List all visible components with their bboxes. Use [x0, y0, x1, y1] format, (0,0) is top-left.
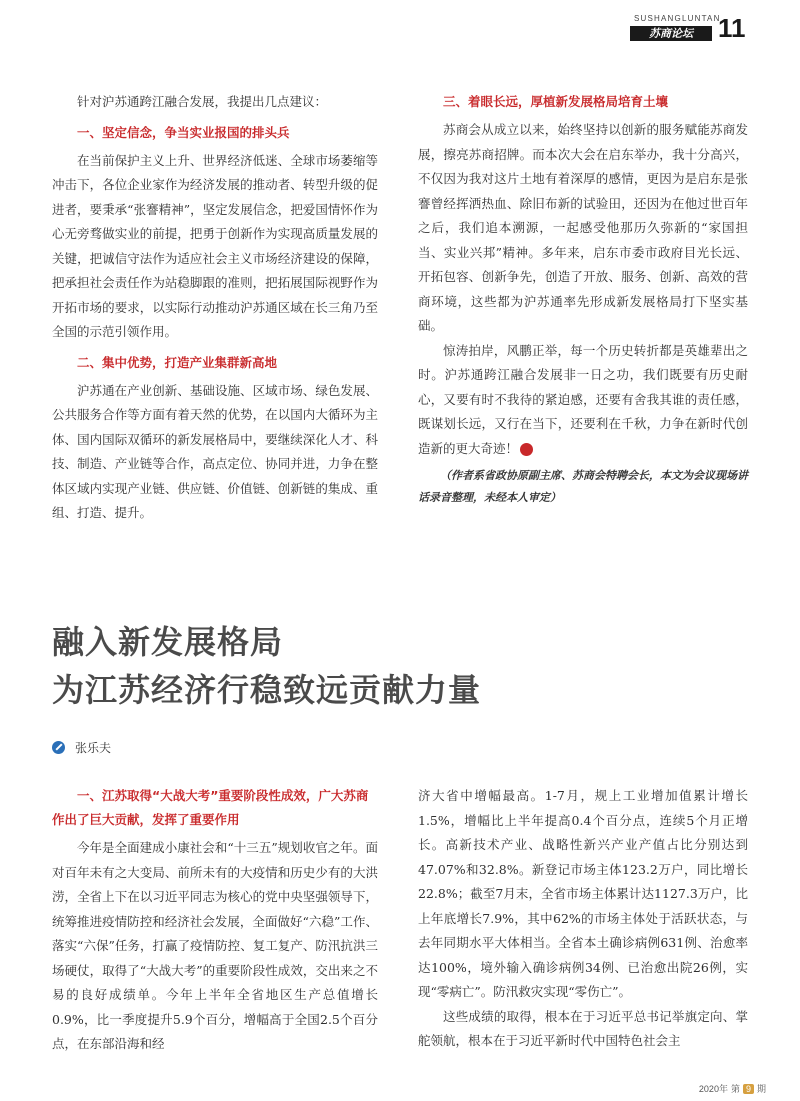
footer-di: 第	[730, 1084, 740, 1094]
page-number: 11	[718, 13, 746, 43]
body-paragraph: 济大省中增幅最高。1-7月，规上工业增加值累计增长1.5%，增幅比上半年提高0.4个百分点，连续5个月正增长。高新技术产业、战略性新兴产业产值占比分别达到47.07%和32.8%。新登记市场主体123.2万户，同比增长22.8%；截至7月末，全省市场主体累计达1127.3万户，比上年底增长7.9%，其中62%的市场主体处于活跃状态，与去年同期水平大体相当。全省本土确诊病例631例、治愈率达100%，境外输入确诊病例34例、已治愈出院26例，实现“零病亡”。防汛救灾实现“零伤亡”。	[418, 788, 748, 999]
bottom-left-column	[52, 784, 378, 1057]
page-header	[630, 14, 762, 44]
section-heading-2: 二、集中优势，打造产业集群新高地	[77, 354, 278, 370]
header-english-title: SUSHANGLUNTAN	[634, 14, 721, 23]
body-paragraph: 这些成绩的取得，根本在于习近平总书记举旗定向、掌舵领航，根本在于习近平新时代中国特色社会主	[418, 1008, 748, 1048]
section-heading-1: 一、江苏取得“大战大考”重要阶段性成效，广大苏商作出了巨大贡献，发挥了重要作用	[52, 788, 369, 827]
author-byline	[52, 739, 111, 756]
end-mark-icon	[520, 443, 533, 456]
article-title-line-1: 融入新发展格局	[52, 623, 284, 661]
bottom-right-column	[418, 784, 748, 1054]
article-title-line-2: 为江苏经济行稳致远贡献力量	[52, 671, 482, 709]
top-right-column	[418, 90, 748, 509]
section-heading-1: 一、坚定信念，争当实业报国的排头兵	[77, 124, 290, 140]
pen-icon	[52, 741, 65, 754]
header-chinese-title: 苏商论坛	[630, 26, 712, 41]
author-name: 张乐夫	[75, 741, 112, 755]
author-note: （作者系省政协原副主席、苏商会特聘会长，本文为会议现场讲话录音整理，未经本人审定）	[418, 469, 748, 504]
issue-badge: 9	[743, 1084, 754, 1094]
closing-paragraph-text: 惊涛拍岸，风鹏正举，每一个历史转折都是英雄辈出之时。沪苏通跨江融合发展非一日之功，我们既要有历史耐心，又要有时不我待的紧迫感，还要有舍我其谁的责任感，既谋划长远，又行在当下，还要利在千秋，力争在新时代创造新的更大奇迹！	[418, 342, 748, 456]
body-paragraph: 沪苏通在产业创新、基础设施、区域市场、绿色发展、公共服务合作等方面有着天然的优势，在以国内大循环为主体、国内国际双循环的新发展格局中，要继续深化人才、科技、制造、产业链等合作，高点定位、协同并进，力争在整体区域内实现产业链、供应链、价值链、创新链的集成、重组、打造、提升。	[52, 382, 378, 520]
intro-paragraph: 针对沪苏通跨江融合发展，我提出几点建议：	[77, 94, 328, 109]
page-footer	[699, 1082, 766, 1095]
body-paragraph	[418, 339, 748, 462]
section-heading-3: 三、着眼长远，厚植新发展格局培育土壤	[443, 94, 669, 109]
footer-year: 2020年	[698, 1084, 728, 1094]
footer-qi: 期	[756, 1084, 766, 1094]
top-left-column	[52, 90, 378, 526]
body-paragraph: 在当前保护主义上升、世界经济低迷、全球市场萎缩等冲击下，各位企业家作为经济发展的推动者、转型升级的促进者，要秉承“张謇精神”，坚定发展信念，把爱国情怀作为心无旁骛做实业的前提，把勇于创新作为实现高质量发展的关键，把诚信守法作为适应社会主义市场经济建设的保障，把承担社会责任作为站稳脚跟的准则，把拓展国际视野作为开拓市场的要求，以实际行动推动沪苏通区域在长三角乃至全国的示范引领作用。	[52, 152, 378, 339]
body-paragraph: 今年是全面建成小康社会和“十三五”规划收官之年。面对百年未有之大变局、前所未有的大疫情和历史少有的大洪涝，全省上下在以习近平同志为核心的党中央坚强领导下，统筹推进疫情防控和经济社会发展，全面做好“六稳”工作、落实“六保”任务，打赢了疫情防控、复工复产、防汛抗洪三场硬仗，取得了“大战大考”的重要阶段性成效，交出来之不易的良好成绩单。今年上半年全省地区生产总值增长0.9%，比一季度提升5.9个百分，增幅高于全国2.5个百分点，在东部沿海和经	[52, 840, 378, 1051]
article-title	[52, 618, 481, 714]
body-paragraph: 苏商会从成立以来，始终坚持以创新的服务赋能苏商发展，擦亮苏商招牌。而本次大会在启东举办，我十分高兴，不仅因为我对这片土地有着深厚的感情，更因为是启东是张謇曾经挥洒热血、除旧布新的试验田，还因为在他过世百年之后，我们追本溯源，一起感受他那历久弥新的“家国担当、实业兴邦”精神。多年来，启东市委市政府目光长远、开拓包容、创新争先，创造了开放、服务、创新、高效的营商环境，这些都为沪苏通率先形成新发展格局打下坚实基础。	[418, 122, 748, 333]
